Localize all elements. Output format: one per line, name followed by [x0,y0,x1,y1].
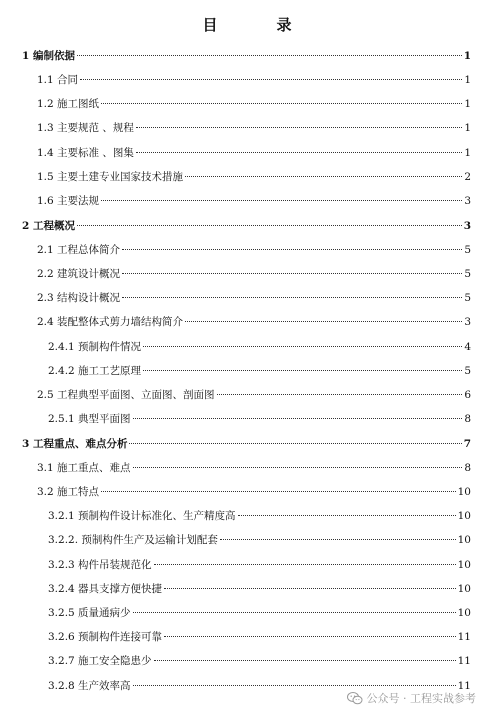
toc-dot-leader [154,660,456,661]
toc-page-number: 11 [457,655,471,667]
toc-entry[interactable] [37,96,471,112]
toc-entry-label: 1.1 合同 [37,74,79,86]
toc-entry[interactable] [48,508,471,524]
toc-entry-label: 3.2.6 预制构件连接可靠 [48,631,163,643]
toc-entry[interactable] [48,532,471,548]
toc-entry-label: 3.2.5 质量通病少 [48,607,131,619]
toc-entry-label: 2.3 结构设计概况 [37,292,121,304]
toc-page-number: 1 [463,50,471,62]
toc-entry-label: 3.2 施工特点 [37,486,100,498]
toc-entry-label: 3.2.8 生产效率高 [48,680,131,692]
toc-page-number: 5 [464,292,471,304]
toc-entry[interactable] [22,48,471,64]
toc-entry[interactable] [22,218,471,234]
toc-dot-leader [136,127,462,128]
toc-dot-leader [133,418,463,419]
toc-page-number: 5 [464,268,471,280]
watermark-text: 公众号 · 工程实战参考 [366,692,476,705]
toc-dot-leader [136,152,462,153]
toc-page-number: 10 [457,607,471,619]
toc-entry[interactable] [37,460,471,476]
toc-entry-label: 2.5 工程典型平面图、立面图、剖面图 [37,389,215,401]
toc-entry[interactable] [48,605,471,621]
toc-page-number: 3 [463,220,471,232]
toc-entry[interactable] [37,290,471,306]
toc-page-number: 11 [457,680,471,692]
toc-dot-leader [77,55,462,56]
toc-dot-leader [133,685,456,686]
toc-dot-leader [185,321,462,322]
toc-entry-label: 2 工程概况 [22,220,75,232]
toc-dot-leader [129,443,461,444]
toc-entry-label: 3.1 施工重点、难点 [37,462,131,474]
toc-dot-leader [185,176,462,177]
toc-entry[interactable] [22,436,471,452]
toc-entry-label: 3.2.3 构件吊装规范化 [48,559,152,571]
toc-dot-leader [143,346,462,347]
toc-page-number: 1 [464,74,471,86]
toc-page-number: 10 [457,559,471,571]
toc-dot-leader [238,515,456,516]
toc-page-number: 5 [464,365,471,377]
toc-entry-label: 3.2.1 预制构件设计标准化、生产精度高 [48,510,236,522]
toc-entry-label: 1.2 施工图纸 [37,98,100,110]
toc-page-number: 3 [464,316,471,328]
toc-entry[interactable] [37,266,471,282]
toc-entry[interactable] [37,314,471,330]
toc-entry[interactable] [37,242,471,258]
toc-dot-leader [101,200,462,201]
toc-entry[interactable] [48,581,471,597]
toc-dot-leader [80,79,462,80]
watermark [347,690,477,706]
toc-dot-leader [164,588,456,589]
toc-entry[interactable] [37,193,471,209]
toc-dot-leader [164,636,456,637]
toc-entry[interactable] [48,653,471,669]
toc-page-number: 7 [463,438,471,450]
toc-page-number: 10 [457,583,471,595]
toc-dot-leader [133,467,463,468]
toc-page-number: 4 [464,341,471,353]
toc-page-number: 8 [464,462,471,474]
toc-page-number: 11 [457,631,471,643]
page-title: 目 录 [202,16,314,34]
toc-entry[interactable] [37,484,471,500]
toc-entry[interactable] [48,339,471,355]
toc-entry[interactable] [37,169,471,185]
toc-page-number: 1 [464,147,471,159]
toc-entry-label: 2.4 装配整体式剪力墙结构简介 [37,316,184,328]
toc-entry-label: 3 工程重点、难点分析 [22,438,128,450]
toc-entry-label: 3.2.2. 预制构件生产及运输计划配套 [48,534,218,546]
toc-dot-leader [217,394,463,395]
toc-page-number: 1 [464,98,471,110]
toc-entry[interactable] [37,120,471,136]
toc-entry[interactable] [48,629,471,645]
toc-entry-label: 1.6 主要法规 [37,195,100,207]
toc-entry-label: 3.2.4 器具支撑方便快捷 [48,583,163,595]
toc-entry-label: 2.5.1 典型平面图 [48,413,131,425]
toc-page-number: 5 [464,244,471,256]
toc-entry-label: 2.4.1 预制构件情况 [48,341,142,353]
toc-entry-label: 1.3 主要规范 、规程 [37,122,134,134]
toc-dot-leader [220,539,456,540]
toc-page-number: 2 [464,171,471,183]
toc-entry[interactable] [37,145,471,161]
toc-page-number: 10 [457,486,471,498]
toc-entry[interactable] [48,411,471,427]
toc-entry-label: 2.4.2 施工工艺原理 [48,365,142,377]
toc-entry-label: 1.4 主要标准 、图集 [37,147,134,159]
wechat-icon [347,692,363,705]
toc-entry-label: 1 编制依据 [22,50,75,62]
toc-entry-label: 1.5 主要土建专业国家技术措施 [37,171,184,183]
toc-page-number: 6 [464,389,471,401]
toc-dot-leader [122,249,462,250]
toc-dot-leader [77,225,462,226]
toc-dot-leader [122,297,462,298]
toc-dot-leader [101,491,456,492]
toc-page-number: 10 [457,534,471,546]
toc-page-number: 8 [464,413,471,425]
toc-entry[interactable] [48,557,471,573]
toc-page-number: 3 [464,195,471,207]
toc-entry[interactable] [37,387,471,403]
toc-entry[interactable] [37,72,471,88]
toc-page-number: 10 [457,510,471,522]
toc-page-number: 1 [464,122,471,134]
toc-dot-leader [143,370,462,371]
toc-entry-label: 2.2 建筑设计概况 [37,268,121,280]
toc-entry-label: 2.1 工程总体简介 [37,244,121,256]
toc-dot-leader [133,612,456,613]
toc-dot-leader [101,103,462,104]
toc-entry[interactable] [48,363,471,379]
toc-dot-leader [122,273,462,274]
toc-dot-leader [154,564,456,565]
toc-entry-label: 3.2.7 施工安全隐患少 [48,655,152,667]
